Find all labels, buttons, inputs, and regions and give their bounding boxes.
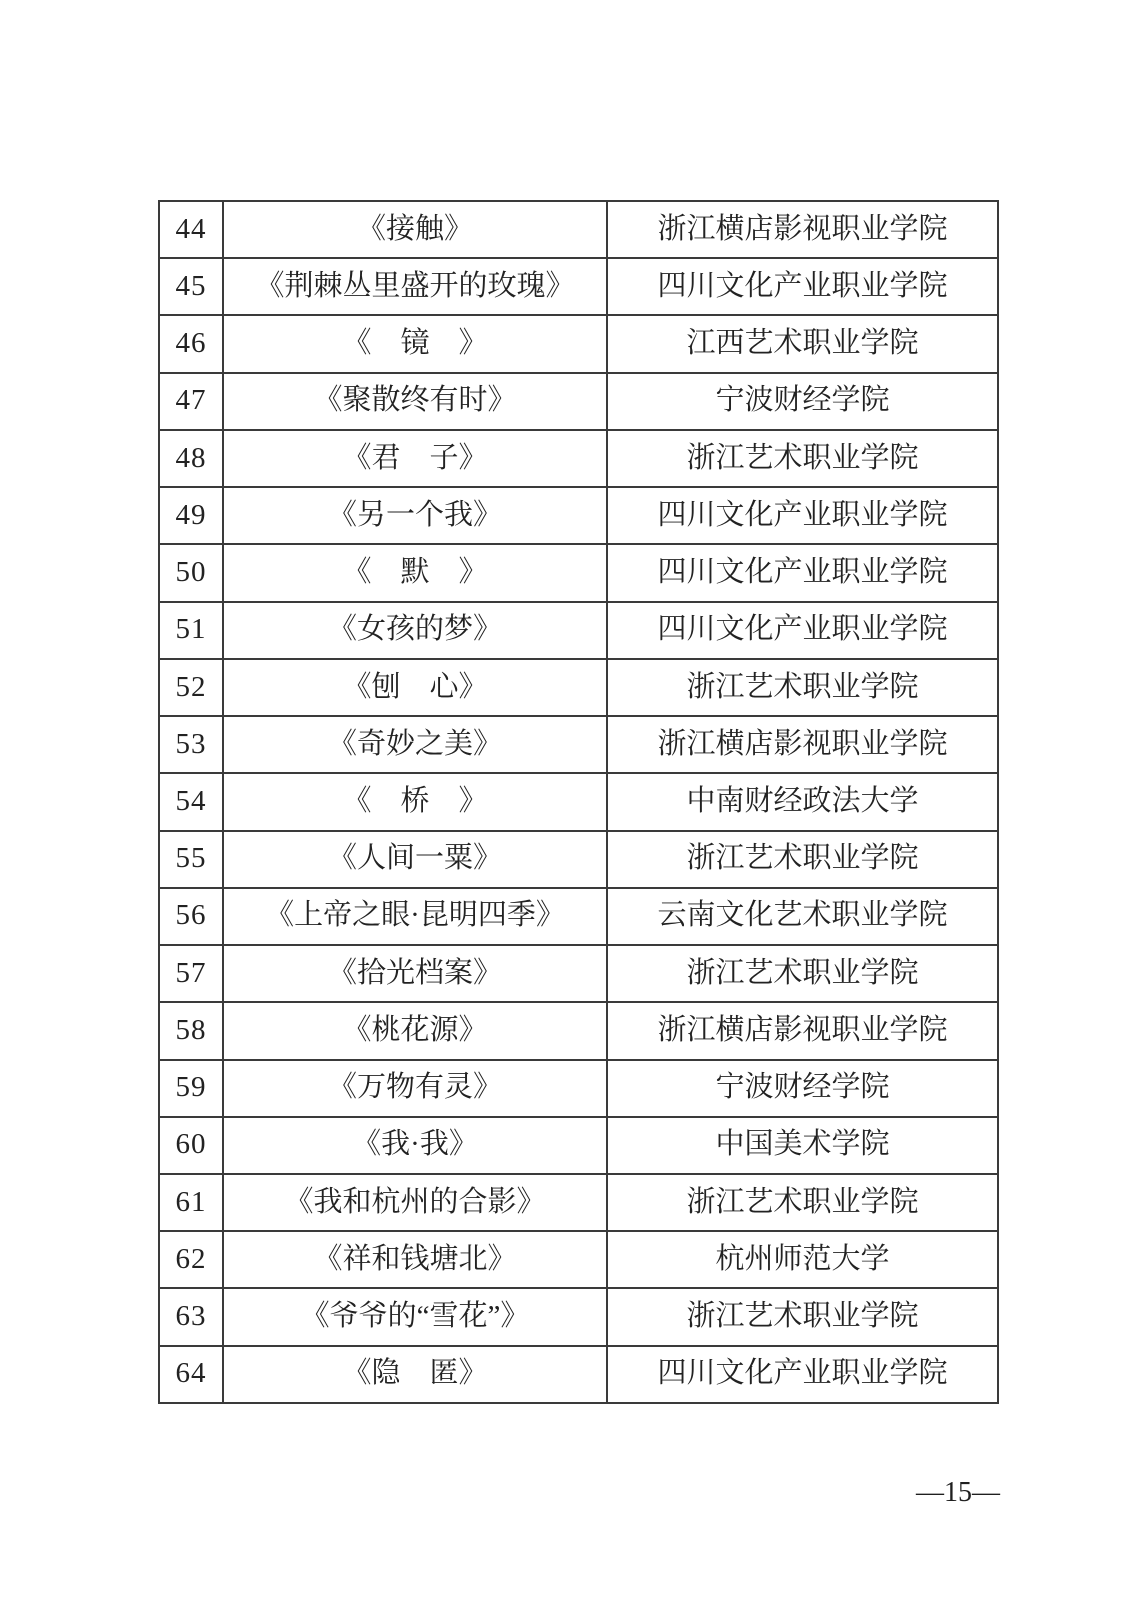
institution-cell: 浙江横店影视职业学院 — [607, 716, 998, 773]
table-row — [159, 373, 998, 430]
institution-cell: 四川文化产业职业学院 — [607, 544, 998, 601]
work-title-cell: 《祥和钱塘北》 — [223, 1231, 607, 1288]
institution-cell: 四川文化产业职业学院 — [607, 487, 998, 544]
institution-cell: 浙江艺术职业学院 — [607, 945, 998, 1002]
work-title-cell: 《接触》 — [223, 201, 607, 258]
institution-cell: 浙江横店影视职业学院 — [607, 1002, 998, 1059]
institution-cell: 浙江艺术职业学院 — [607, 1174, 998, 1231]
row-number-cell: 62 — [159, 1231, 223, 1288]
row-number-cell: 51 — [159, 602, 223, 659]
row-number-cell: 63 — [159, 1288, 223, 1345]
row-number-cell: 56 — [159, 888, 223, 945]
table-row — [159, 544, 998, 601]
institution-cell: 浙江艺术职业学院 — [607, 659, 998, 716]
table-row — [159, 1288, 998, 1345]
row-number-cell: 44 — [159, 201, 223, 258]
institution-cell: 中国美术学院 — [607, 1117, 998, 1174]
institution-cell: 四川文化产业职业学院 — [607, 602, 998, 659]
institution-cell: 中南财经政法大学 — [607, 773, 998, 830]
table-row — [159, 315, 998, 372]
work-title-cell: 《刨 心》 — [223, 659, 607, 716]
work-title-cell: 《 镜 》 — [223, 315, 607, 372]
institution-cell: 江西艺术职业学院 — [607, 315, 998, 372]
row-number-cell: 52 — [159, 659, 223, 716]
table-row — [159, 1346, 998, 1403]
work-title-cell: 《爷爷的“雪花”》 — [223, 1288, 607, 1345]
institution-cell: 宁波财经学院 — [607, 1060, 998, 1117]
table-row — [159, 659, 998, 716]
work-title-cell: 《聚散终有时》 — [223, 373, 607, 430]
row-number-cell: 48 — [159, 430, 223, 487]
row-number-cell: 64 — [159, 1346, 223, 1403]
row-number-cell: 54 — [159, 773, 223, 830]
work-title-cell: 《我·我》 — [223, 1117, 607, 1174]
work-title-cell: 《我和杭州的合影》 — [223, 1174, 607, 1231]
table-row — [159, 430, 998, 487]
row-number-cell: 47 — [159, 373, 223, 430]
table-row — [159, 1174, 998, 1231]
institution-cell: 四川文化产业职业学院 — [607, 258, 998, 315]
institution-cell: 杭州师范大学 — [607, 1231, 998, 1288]
row-number-cell: 46 — [159, 315, 223, 372]
work-title-cell: 《隐 匿》 — [223, 1346, 607, 1403]
row-number-cell: 55 — [159, 831, 223, 888]
row-number-cell: 57 — [159, 945, 223, 1002]
table-row — [159, 201, 998, 258]
table-row — [159, 602, 998, 659]
row-number-cell: 58 — [159, 1002, 223, 1059]
table-row — [159, 258, 998, 315]
work-title-cell: 《君 子》 — [223, 430, 607, 487]
table-row — [159, 1002, 998, 1059]
institution-cell: 云南文化艺术职业学院 — [607, 888, 998, 945]
work-title-cell: 《奇妙之美》 — [223, 716, 607, 773]
work-title-cell: 《 默 》 — [223, 544, 607, 601]
row-number-cell: 61 — [159, 1174, 223, 1231]
institution-cell: 四川文化产业职业学院 — [607, 1346, 998, 1403]
table-row — [159, 1117, 998, 1174]
table-row — [159, 716, 998, 773]
table-row — [159, 888, 998, 945]
institution-cell: 浙江艺术职业学院 — [607, 430, 998, 487]
row-number-cell: 45 — [159, 258, 223, 315]
institution-cell: 宁波财经学院 — [607, 373, 998, 430]
table-row — [159, 945, 998, 1002]
row-number-cell: 60 — [159, 1117, 223, 1174]
institution-cell: 浙江艺术职业学院 — [607, 831, 998, 888]
row-number-cell: 50 — [159, 544, 223, 601]
row-number-cell: 59 — [159, 1060, 223, 1117]
work-title-cell: 《女孩的梦》 — [223, 602, 607, 659]
work-title-cell: 《桃花源》 — [223, 1002, 607, 1059]
work-title-cell: 《人间一粟》 — [223, 831, 607, 888]
work-title-cell: 《上帝之眼·昆明四季》 — [223, 888, 607, 945]
page-number: —15— — [916, 1477, 1000, 1508]
table-row — [159, 1060, 998, 1117]
row-number-cell: 53 — [159, 716, 223, 773]
row-number-cell: 49 — [159, 487, 223, 544]
work-title-cell: 《拾光档案》 — [223, 945, 607, 1002]
work-title-cell: 《万物有灵》 — [223, 1060, 607, 1117]
entries-table — [158, 200, 999, 1404]
entries-tbody — [159, 201, 998, 1403]
work-title-cell: 《荆棘丛里盛开的玫瑰》 — [223, 258, 607, 315]
institution-cell: 浙江横店影视职业学院 — [607, 201, 998, 258]
institution-cell: 浙江艺术职业学院 — [607, 1288, 998, 1345]
work-title-cell: 《 桥 》 — [223, 773, 607, 830]
table-row — [159, 831, 998, 888]
table-row — [159, 487, 998, 544]
table-row — [159, 773, 998, 830]
work-title-cell: 《另一个我》 — [223, 487, 607, 544]
table-row — [159, 1231, 998, 1288]
